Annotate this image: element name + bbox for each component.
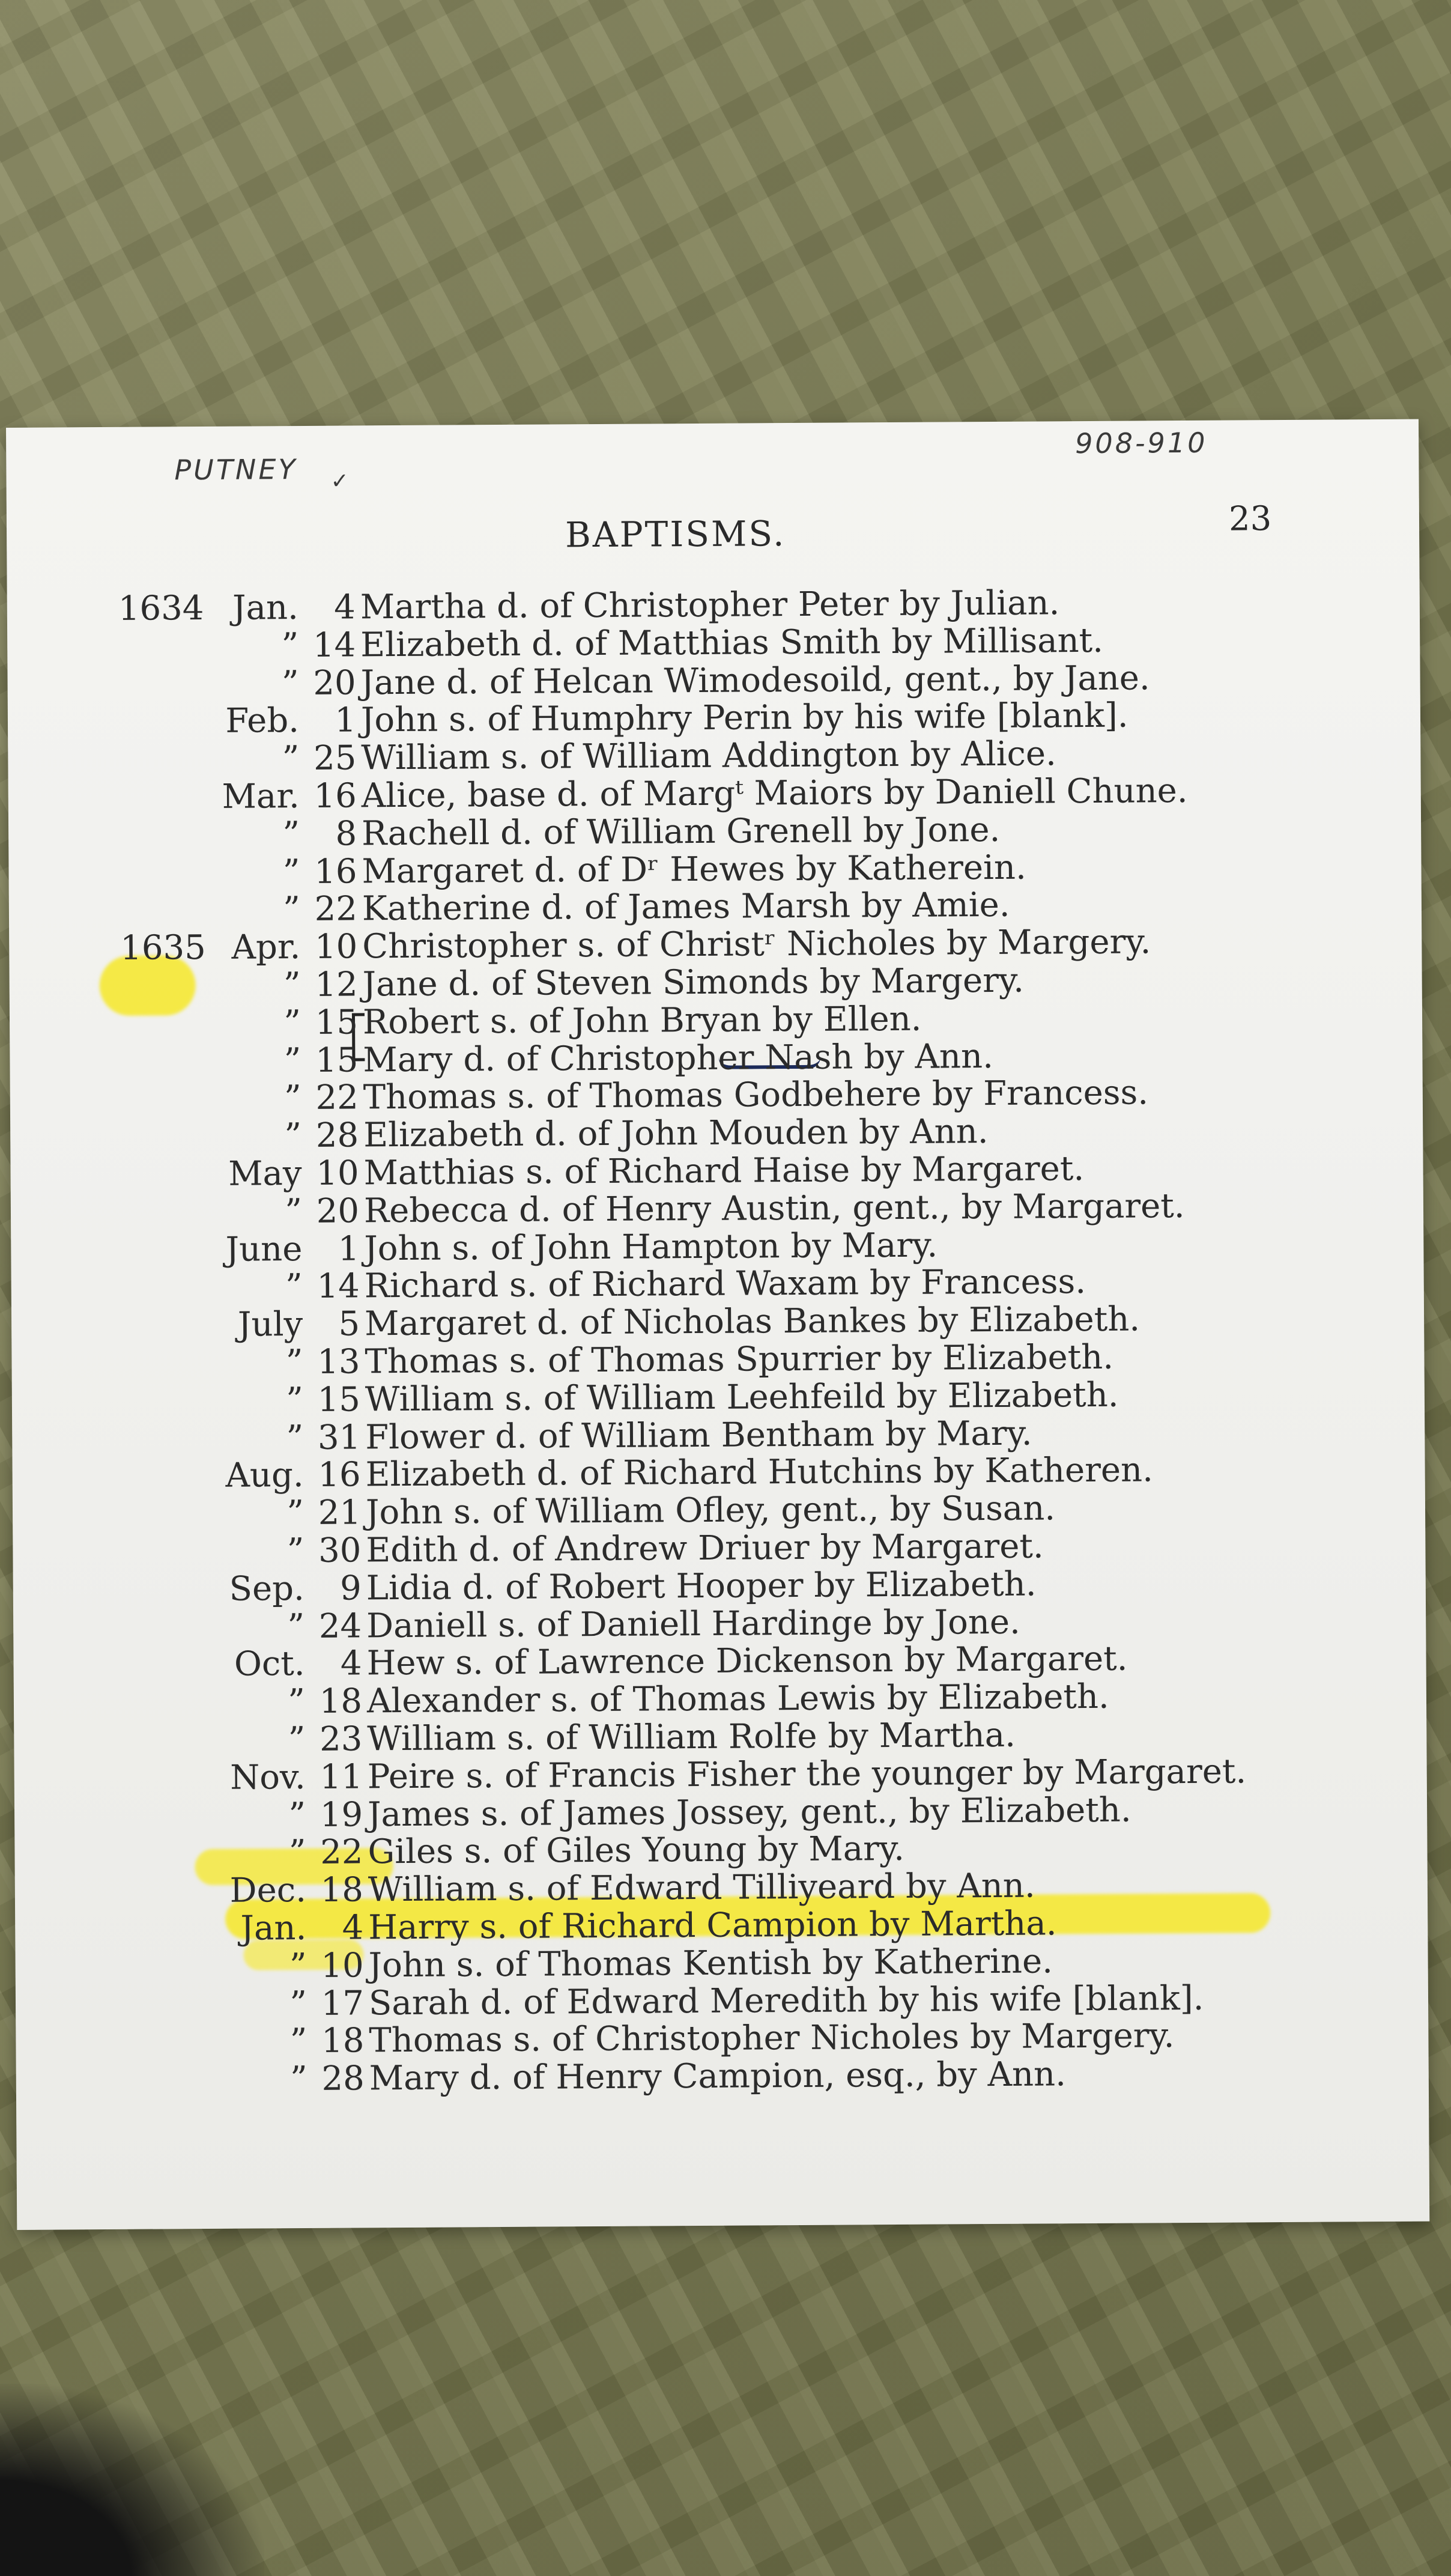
entry-month: July	[237, 1305, 303, 1344]
entry-month: ”	[285, 1191, 303, 1231]
entry-month: ”	[283, 1003, 301, 1042]
entry-month: ”	[281, 663, 299, 703]
entry-year: 1634	[118, 588, 204, 628]
entry-text: Elizabeth d. of John Mouden by Ann.	[363, 1112, 989, 1155]
entry-text: Alexander s. of Thomas Lewis by Elizabeth.	[366, 1677, 1109, 1721]
entry-day: 28	[321, 2059, 365, 2099]
entry-text: Giles s. of Giles Young by Mary.	[368, 1829, 905, 1872]
page-number: 23	[1228, 499, 1272, 539]
entry-month: ”	[289, 1984, 307, 2023]
entry-text: Rachell d. of William Grenell by Jone.	[361, 810, 1001, 854]
entry-month: ”	[282, 814, 300, 854]
entry-text: Christopher s. of Christʳ Nicholes by Margery.	[362, 922, 1151, 967]
entry-text: Thomas s. of Thomas Godbehere by Francess.	[363, 1073, 1149, 1117]
entry-day: 18	[320, 1870, 364, 1910]
entry-day: 4	[333, 588, 356, 627]
entry-text: Thomas s. of Thomas Spurrier by Elizabeth.	[365, 1337, 1114, 1382]
entry-month: ”	[281, 625, 299, 666]
table-shadow	[0, 2384, 264, 2576]
page-title: BAPTISMS.	[565, 513, 786, 556]
entry-month: ”	[289, 2059, 307, 2099]
entry-text: Jane d. of Steven Simonds by Margery.	[362, 961, 1025, 1004]
entry-month: Aug.	[225, 1456, 304, 1496]
entry-month: ”	[289, 2022, 307, 2061]
entry-day: 13	[317, 1342, 360, 1382]
entry-day: 19	[320, 1795, 363, 1835]
entry-month: ”	[282, 852, 300, 892]
entry-month: ”	[288, 1833, 306, 1873]
entry-day: 22	[315, 1078, 359, 1118]
entry-month: ”	[283, 890, 301, 929]
entry-month: ”	[288, 1719, 306, 1760]
entry-month: ”	[289, 1946, 307, 1985]
entry-text: Margaret d. of Dʳ Hewes by Katherein.	[362, 848, 1026, 891]
entry-month: ”	[284, 1116, 302, 1156]
entry-text: Elizabeth d. of Matthias Smith by Millisant.	[360, 621, 1104, 665]
entry-month: ”	[286, 1418, 304, 1457]
entry-day: 9	[339, 1569, 362, 1608]
entry-day: 18	[319, 1681, 363, 1722]
entry-day: 23	[319, 1719, 363, 1759]
entry-text: Katherine d. of James Marsh by Amie.	[362, 886, 1010, 929]
entry-month: Mar.	[222, 777, 300, 816]
entry-text: Matthias s. of Richard Haise by Margaret.	[363, 1149, 1085, 1193]
entry-day: 16	[314, 852, 357, 892]
entry-day: 22	[320, 1832, 363, 1873]
entry-day: 30	[318, 1531, 362, 1570]
entry-text: William s. of William Rolfe by Martha.	[367, 1715, 1016, 1759]
entry-month: Feb.	[225, 701, 300, 741]
entry-month: ”	[282, 739, 300, 779]
entry-month: May	[228, 1154, 302, 1194]
entry-text: Peire s. of Francis Fisher the younger by Margaret.	[367, 1752, 1247, 1797]
entry-month: Jan.	[232, 588, 299, 628]
entry-month: Sep.	[229, 1569, 305, 1609]
entry-day: 4	[340, 1644, 362, 1684]
entry-day: 28	[315, 1116, 359, 1156]
entry-day: 16	[318, 1455, 361, 1495]
entry-day: 10	[321, 1946, 364, 1985]
entry-text: Edith d. of Andrew Driuer by Margaret.	[366, 1526, 1044, 1570]
entry-month: Jan.	[240, 1908, 307, 1948]
document-page	[6, 419, 1429, 2230]
entry-month: ”	[283, 1078, 302, 1118]
entry-month: ”	[286, 1380, 304, 1420]
entry-day: 10	[316, 1153, 359, 1193]
entry-day: 4	[342, 1908, 364, 1948]
entry-text: Daniell s. of Daniell Hardinge by Jone.	[366, 1602, 1021, 1645]
entry-text: Harry s. of Richard Campion by Martha.	[368, 1904, 1057, 1948]
entry-day: 20	[313, 663, 356, 703]
entry-text: Elizabeth d. of Richard Hutchins by Katheren.	[365, 1450, 1154, 1495]
entry-text: Sarah d. of Edward Meredith by his wife [blank].	[368, 1978, 1204, 2023]
entry-day: 31	[317, 1418, 361, 1457]
entry-month: ”	[288, 1682, 306, 1722]
entry-text: Hew s. of Lawrence Dickenson by Margaret.	[366, 1639, 1128, 1683]
entry-text: John s. of Humphry Perin by his wife [blank].	[360, 696, 1128, 740]
entry-day: 24	[318, 1606, 362, 1646]
entry-text: Mary d. of Christopher Nash by Ann.	[363, 1036, 994, 1080]
entry-text: Richard s. of Richard Waxam by Francess.	[364, 1262, 1086, 1306]
entry-month: Oct.	[234, 1644, 305, 1684]
entry-day: 17	[321, 1984, 365, 2023]
entry-text: William s. of William Leehfeild by Elizabeth.	[365, 1375, 1119, 1420]
entry-day: 22	[314, 889, 358, 929]
entry-day: 20	[316, 1191, 360, 1231]
handwritten-note-right: 908-910	[1075, 426, 1208, 460]
entry-month: ”	[285, 1343, 303, 1382]
entry-text: William s. of William Addington by Alice.	[361, 734, 1057, 778]
entry-day: 25	[313, 738, 357, 779]
entry-text: Jane d. of Helcan Wimodesoild, gent., by Jane.	[360, 658, 1150, 702]
entry-day: 14	[312, 625, 356, 665]
entry-day: 16	[314, 776, 357, 816]
entry-month: June	[225, 1229, 303, 1269]
entry-day: 5	[338, 1304, 360, 1344]
entry-month: ”	[288, 1795, 306, 1835]
entry-year: 1635	[120, 928, 207, 968]
entry-day: 18	[321, 2021, 365, 2061]
entry-month: Nov.	[230, 1757, 306, 1797]
entry-day: 11	[320, 1757, 363, 1797]
entry-month: ”	[286, 1531, 304, 1571]
entry-day: 8	[335, 814, 357, 854]
entry-text: James s. of James Jossey, gent., by Elizabeth.	[367, 1790, 1131, 1834]
entry-month: ”	[287, 1606, 305, 1646]
entry-day: 14	[317, 1266, 360, 1307]
entry-month: Dec.	[229, 1871, 307, 1910]
entry-month: ”	[283, 1040, 301, 1080]
entry-text: Lidia d. of Robert Hooper by Elizabeth.	[366, 1564, 1037, 1608]
entry-text: John s. of Thomas Kentish by Katherine.	[368, 1942, 1053, 1985]
entry-day: 10	[314, 927, 358, 967]
entry-day: 15	[315, 1040, 359, 1080]
entry-day: 15	[315, 1003, 359, 1042]
entry-month: ”	[286, 1493, 304, 1533]
entry-text: John s. of William Ofley, gent., by Susan.	[365, 1489, 1056, 1533]
entry-day: 12	[315, 965, 358, 1004]
entry-text: Robert s. of John Bryan by Ellen.	[362, 999, 922, 1042]
entry-day: 21	[318, 1493, 362, 1533]
handwritten-mark: ✓	[330, 469, 351, 494]
entry-month: ”	[283, 965, 301, 1005]
entry-text: Flower d. of William Bentham by Mary.	[365, 1414, 1032, 1457]
handwritten-note-left: PUTNEY	[174, 453, 298, 487]
entry-text: Thomas s. of Christopher Nicholes by Margery.	[369, 2016, 1175, 2061]
entry-month: ”	[285, 1267, 303, 1307]
entry-day: 1	[338, 1229, 360, 1269]
entry-text: Margaret d. of Nicholas Bankes by Elizabeth.	[364, 1299, 1141, 1344]
entry-text: Martha d. of Christopher Peter by Julian.	[360, 583, 1060, 627]
entry-text: John s. of John Hampton by Mary.	[364, 1226, 938, 1268]
entry-text: Mary d. of Henry Campion, esq., by Ann.	[369, 2055, 1067, 2098]
entry-month: Apr.	[231, 928, 301, 967]
entry-day: 15	[317, 1380, 361, 1420]
entry-text: Alice, base d. of Margᵗ Maiors by Daniell Chune.	[361, 771, 1188, 816]
entry-text: William s. of Edward Tilliyeard by Ann.	[368, 1866, 1035, 1910]
entry-text: Rebecca d. of Henry Austin, gent., by Margaret.	[363, 1186, 1185, 1231]
entry-day: 1	[335, 700, 357, 741]
